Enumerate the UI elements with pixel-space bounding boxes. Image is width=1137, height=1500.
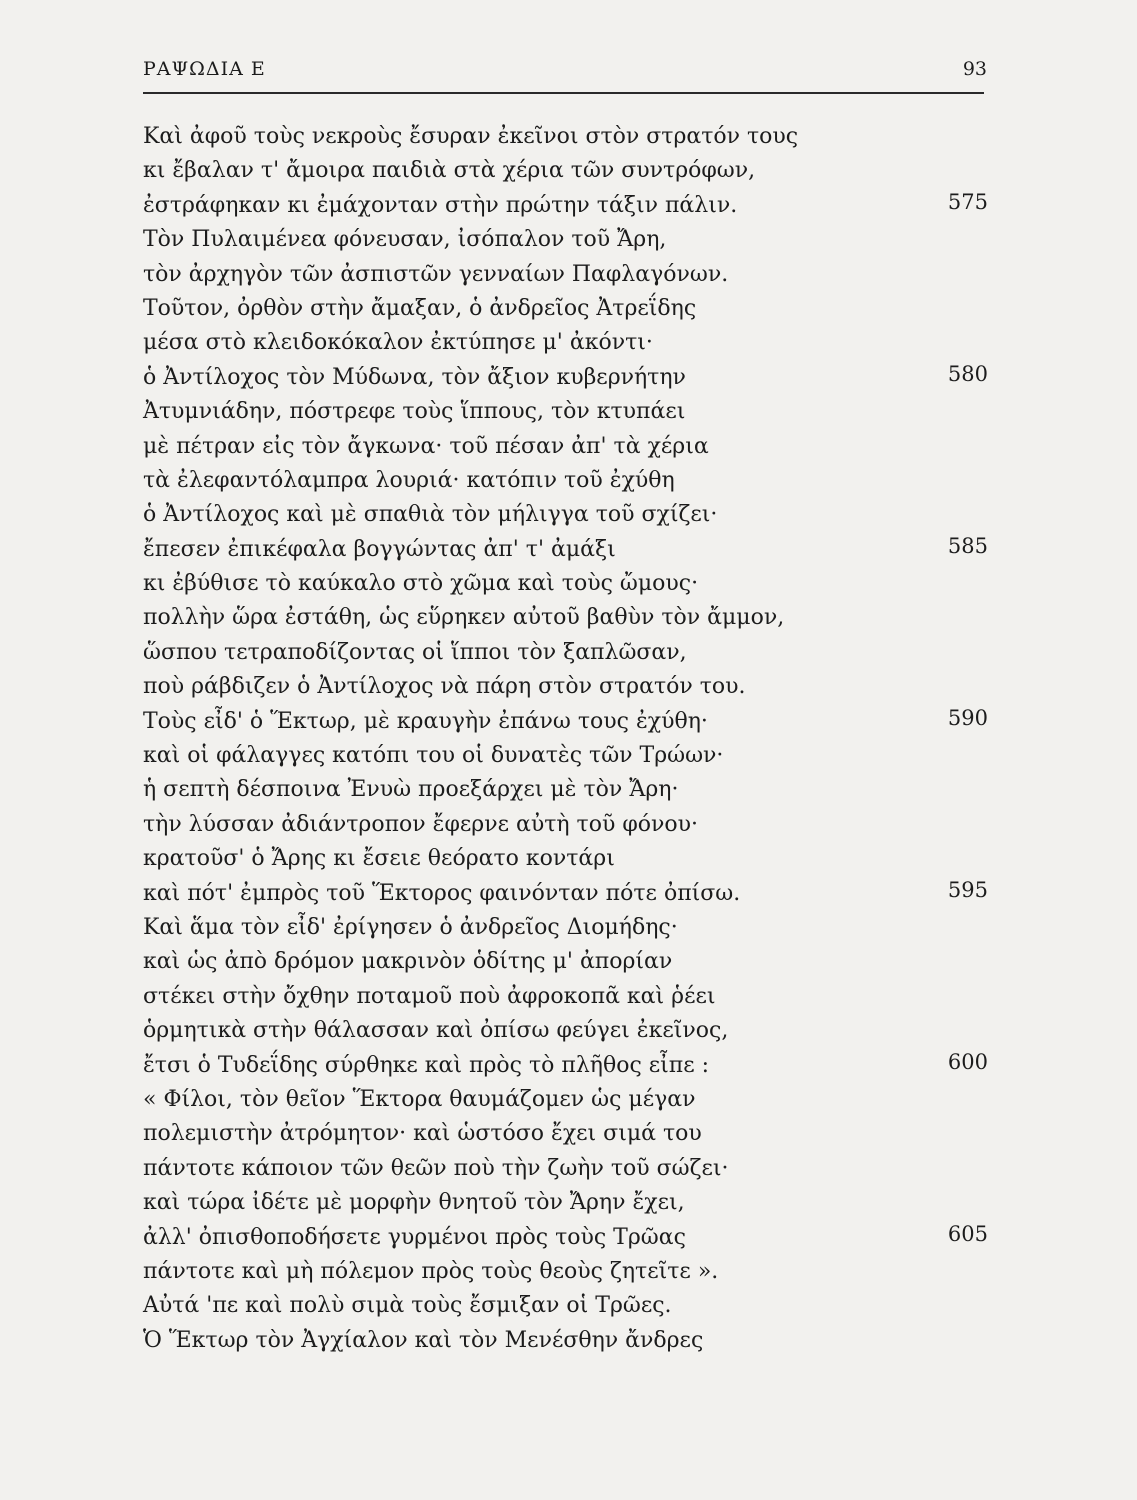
verse-text: ἡ σεπτὴ δέσποινα Ἐνυὼ προεξάρχει μὲ τὸν Ἄρη· [143,777,679,803]
verse-line [143,120,988,154]
verse-text: Τὸν Πυλαιμένεα φόνευσαν, ἰσόπαλον τοῦ Ἄρη, [143,227,667,253]
verse-text: τὴν λύσσαν ἀδιάντροπον ἔφερνε αὐτὴ τοῦ φόνου· [143,811,698,837]
verse-text: Καὶ ἅμα τὸν εἶδ' ἐρίγησεν ὁ ἀνδρεῖος Διομήδης· [143,914,678,940]
verse-line [143,1049,988,1083]
verse-line [143,911,988,945]
verse-text: ὁ Ἀντίλοχος τὸν Μύδωνα, τὸν ἄξιον κυβερνήτην [143,364,686,390]
verse-line [143,1014,988,1048]
verse-text: ἀλλ' ὀπισθοποδήσετε γυρμένοι πρὸς τοὺς Τρῶας [143,1224,686,1250]
verse-line [143,533,988,567]
verse-line [143,1117,988,1151]
line-number: 605 [947,1221,988,1246]
running-title: ΡΑΨΩΔΙΑ Ε [143,58,266,80]
verse-text-block [143,120,988,1358]
verse-line [143,842,988,876]
verse-text: μέσα στὸ κλειδοκόκαλον ἐκτύπησε μ' ἀκόντι· [143,330,653,356]
verse-text: ἔπεσεν ἐπικέφαλα βογγώντας ἀπ' τ' ἀμάξι [143,536,616,562]
page-number: 93 [962,58,987,80]
line-number: 590 [947,705,988,730]
verse-text: στέκει στὴν ὄχθην ποταμοῦ ποὺ ἀφροκοπᾶ καὶ ῥέει [143,983,716,1009]
verse-line [143,877,988,911]
line-number: 600 [947,1049,988,1074]
verse-line [143,670,988,704]
verse-text: ἔτσι ὁ Τυδεΐδης σύρθηκε καὶ πρὸς τὸ πλῆθος εἶπε : [143,1052,710,1078]
verse-text: ἐστράφηκαν κι ἐμάχονταν στὴν πρώτην τάξιν πάλιν. [143,192,738,218]
verse-line [143,292,988,326]
line-number: 585 [947,533,988,558]
verse-line [143,1152,988,1186]
verse-line [143,567,988,601]
verse-line [143,1324,988,1358]
verse-text: καὶ οἱ φάλαγγες κατόπι του οἱ δυνατὲς τῶν Τρώων· [143,743,724,769]
verse-line [143,601,988,635]
verse-text: κρατοῦσ' ὁ Ἄρης κι ἔσειε θεόρατο κοντάρι [143,846,615,872]
verse-text: ποὺ ράβδιζεν ὁ Ἀντίλοχος νὰ πάρη στὸν στρατόν του. [143,674,746,700]
verse-line [143,739,988,773]
verse-text: καὶ ὡς ἀπὸ δρόμον μακρινὸν ὁδίτης μ' ἀπορίαν [143,949,673,975]
verse-line [143,1186,988,1220]
verse-text: Καὶ ἀφοῦ τοὺς νεκροὺς ἔσυραν ἐκεῖνοι στὸν στρατόν τους [143,124,799,149]
line-number: 595 [947,877,988,902]
verse-line [143,773,988,807]
verse-text: καὶ τώρα ἰδέτε μὲ μορφὴν θνητοῦ τὸν Ἄρην ἔχει, [143,1190,685,1216]
verse-line [143,498,988,532]
verse-text: « Φίλοι, τὸν θεῖον Ἕκτορα θαυμάζομεν ὡς μέγαν [143,1086,696,1112]
verse-text: πολεμιστὴν ἀτρόμητον· καὶ ὡστόσο ἔχει σιμά του [143,1121,702,1147]
verse-text: πάντοτε καὶ μὴ πόλεμον πρὸς τοὺς θεοὺς ζητεῖτε ». [143,1258,719,1284]
verse-text: Αὐτά 'πε καὶ πολὺ σιμὰ τοὺς ἔσμιξαν οἱ Τρῶες. [143,1293,672,1319]
verse-text: ὁ Ἀντίλοχος καὶ μὲ σπαθιὰ τὸν μήλιγγα τοῦ σχίζει· [143,502,718,528]
verse-line [143,430,988,464]
verse-text: μὲ πέτραν εἰς τὸν ἄγκωνα· τοῦ πέσαν ἀπ' τὰ χέρια [143,433,709,459]
verse-line [143,1221,988,1255]
verse-line [143,464,988,498]
verse-line [143,189,988,223]
verse-text: Ὁ Ἕκτωρ τὸν Ἀγχίαλον καὶ τὸν Μενέσθην ἄνδρες [143,1327,704,1353]
verse-line [143,705,988,739]
verse-line [143,258,988,292]
verse-line [143,395,988,429]
verse-text: ὁρμητικὰ στὴν θάλασσαν καὶ ὀπίσω φεύγει ἐκεῖνος, [143,1018,729,1044]
header-rule [143,92,984,94]
verse-line [143,1289,988,1323]
verse-text: πολλὴν ὥρα ἐστάθη, ὡς εὕρηκεν αὐτοῦ βαθὺν τὸν ἄμμον, [143,605,785,631]
verse-line [143,1083,988,1117]
verse-text: ὥσπου τετραποδίζοντας οἱ ἵπποι τὸν ξαπλῶσαν, [143,639,687,665]
verse-text: καὶ πότ' ἐμπρὸς τοῦ Ἕκτορος φαινόνταν πότε ὀπίσω. [143,880,741,906]
verse-text: κι ἔβαλαν τ' ἄμοιρα παιδιὰ στὰ χέρια τῶν συντρόφων, [143,158,756,184]
verse-text: κι ἐβύθισε τὸ καύκαλο στὸ χῶμα καὶ τοὺς ὤμους· [143,571,699,597]
verse-line [143,945,988,979]
verse-line [143,1255,988,1289]
line-number: 575 [947,189,988,214]
verse-text: τὸν ἀρχηγὸν τῶν ἀσπιστῶν γενναίων Παφλαγόνων. [143,261,729,287]
line-number: 580 [947,361,988,386]
verse-text: Τοῦτον, ὀρθὸν στὴν ἄμαξαν, ὁ ἀνδρεῖος Ἀτρεΐδης [143,295,697,321]
verse-line [143,361,988,395]
verse-line [143,154,988,188]
verse-line [143,326,988,360]
verse-text: Τοὺς εἶδ' ὁ Ἕκτωρ, μὲ κραυγὴν ἐπάνω τους ἐχύθη· [143,708,708,734]
verse-line [143,223,988,257]
verse-line [143,980,988,1014]
verse-text: Ἀτυμνιάδην, πόστρεφε τοὺς ἵππους, τὸν κτυπάει [143,399,686,425]
verse-text: τὰ ἐλεφαντόλαμπρα λουριά· κατόπιν τοῦ ἐχύθη [143,467,675,493]
verse-line [143,636,988,670]
verse-text: πάντοτε κάποιον τῶν θεῶν ποὺ τὴν ζωὴν τοῦ σώζει· [143,1155,729,1181]
verse-line [143,808,988,842]
